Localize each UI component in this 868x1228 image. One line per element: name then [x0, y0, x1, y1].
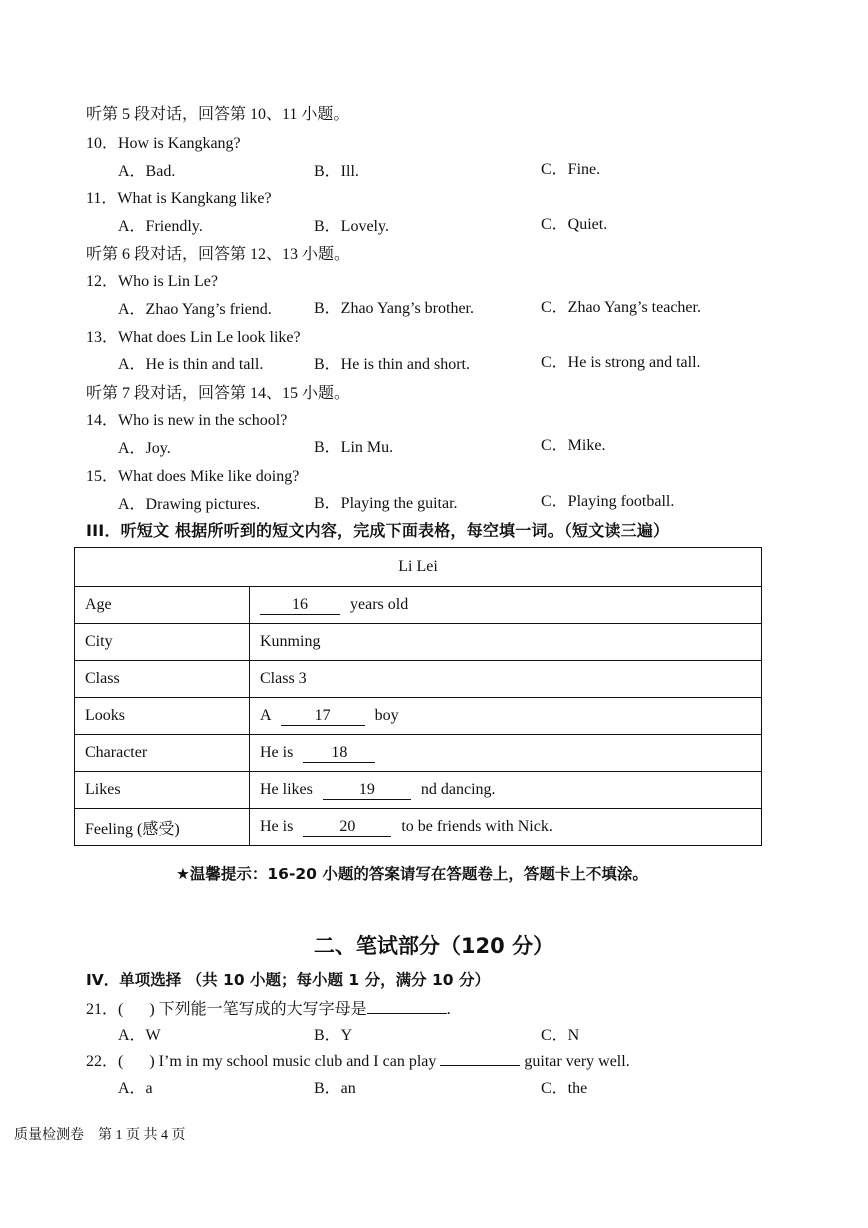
q13-option-a: A．He is thin and tall.: [118, 356, 264, 373]
q15-option-a: A．Drawing pictures.: [118, 496, 261, 513]
row-value-pre: He likes: [260, 780, 313, 798]
row-value: [250, 809, 762, 846]
row-value-pre: He is: [260, 743, 294, 761]
q13-option-b: B．He is thin and short.: [314, 356, 470, 373]
blank-20: 20: [303, 818, 391, 837]
row-value-pre: He is: [260, 817, 294, 835]
info-table: [74, 547, 762, 846]
table-row: [75, 809, 762, 846]
q11-option-b: B．Lovely.: [314, 218, 389, 235]
table-row: [75, 772, 762, 809]
q13-option-c: C．He is strong and tall.: [541, 354, 701, 371]
blank-17: 17: [281, 707, 365, 726]
q21-option-a: A．W: [118, 1027, 161, 1044]
blank-19: 19: [323, 781, 411, 800]
question-14: 14．Who is new in the school?: [86, 412, 288, 429]
row-value: Kunming: [250, 624, 762, 661]
row-value: Class 3: [250, 661, 762, 698]
question-10: 10．How is Kangkang?: [86, 135, 241, 152]
q11-option-c: C．Quiet.: [541, 216, 608, 233]
q22-option-a: A．a: [118, 1080, 153, 1097]
table-row: [75, 698, 762, 735]
row-value-post: to be friends with Nick.: [401, 817, 553, 835]
question-15: 15．What does Mike like doing?: [86, 468, 300, 485]
question-22: [86, 1048, 630, 1071]
q22-option-c: C．the: [541, 1080, 588, 1097]
q10-option-a: A．Bad.: [118, 163, 176, 180]
q14-option-c: C．Mike.: [541, 437, 606, 454]
row-value: [250, 735, 762, 772]
table-row: [75, 735, 762, 772]
q12-option-c: C．Zhao Yang’s teacher.: [541, 299, 701, 316]
blank-18: 18: [303, 744, 375, 763]
row-value: [250, 772, 762, 809]
written-section-title: 二、笔试部分（120 分）: [313, 934, 555, 958]
q22-number: 22．(: [86, 1053, 124, 1070]
row-value-post: nd dancing.: [420, 780, 496, 798]
q21-answer-blank: [367, 1013, 447, 1014]
row-value: [250, 587, 762, 624]
row-key: Age: [75, 587, 250, 624]
q14-option-a: A．Joy.: [118, 440, 171, 457]
q21-option-b: B．Y: [314, 1027, 353, 1044]
q15-option-c: C．Playing football.: [541, 493, 675, 510]
q22-paren-close: ): [149, 1053, 155, 1070]
q12-option-a: A．Zhao Yang’s friend.: [118, 301, 272, 318]
part3-title: III．听短文 根据所听到的短文内容，完成下面表格，每空填一词。（短文读三遍）: [86, 521, 670, 540]
row-value-pre: A: [260, 706, 271, 724]
row-key: Character: [75, 735, 250, 772]
q22-stem: I’m in my school music club and I can play: [158, 1053, 437, 1070]
q10-option-b: B．Ill.: [314, 163, 359, 180]
q21-number: 21．(: [86, 1001, 124, 1018]
q22-answer-blank: [440, 1065, 520, 1066]
row-value: [250, 698, 762, 735]
instruction-group6: 听第 6 段对话，回答第 12、13 小题。: [86, 246, 351, 263]
q11-option-a: A．Friendly.: [118, 218, 203, 235]
row-key: City: [75, 624, 250, 661]
question-12: 12．Who is Lin Le?: [86, 273, 218, 290]
q14-option-b: B．Lin Mu.: [314, 439, 394, 456]
question-21: [86, 996, 451, 1019]
q21-end: .: [446, 1001, 451, 1018]
q21-option-c: C．N: [541, 1027, 580, 1044]
row-key: Feeling (感受): [75, 809, 250, 846]
q22-end: guitar very well.: [524, 1053, 630, 1070]
q21-paren-close: ): [149, 1001, 155, 1018]
q12-option-b: B．Zhao Yang’s brother.: [314, 300, 475, 317]
row-value-post: years old: [350, 595, 409, 613]
q22-option-b: B．an: [314, 1080, 356, 1097]
table-header: Li Lei: [75, 548, 762, 587]
table-row: [75, 587, 762, 624]
instruction-group5: 听第 5 段对话，回答第 10、11 小题。: [86, 106, 350, 123]
q10-option-c: C．Fine.: [541, 161, 601, 178]
question-13: 13．What does Lin Le look like?: [86, 329, 301, 346]
row-key: Looks: [75, 698, 250, 735]
table-row: [75, 624, 762, 661]
part4-title: IV．单项选择 （共 10 小题；每小题 1 分，满分 10 分）: [86, 971, 490, 989]
blank-16: 16: [260, 596, 340, 615]
row-value-post: boy: [374, 706, 399, 724]
q21-stem: 下列能一笔写成的大写字母是: [158, 1001, 367, 1018]
table-header-row: [75, 548, 762, 587]
table-row: [75, 661, 762, 698]
answer-tip: ★温馨提示：16-20 小题的答案请写在答题卷上，答题卡上不填涂。: [176, 865, 648, 883]
row-key: Class: [75, 661, 250, 698]
row-key: Likes: [75, 772, 250, 809]
instruction-group7: 听第 7 段对话，回答第 14、15 小题。: [86, 385, 351, 402]
question-11: 11．What is Kangkang like?: [86, 190, 272, 207]
page-footer: 质量检测卷 第 1 页 共 4 页: [14, 1128, 186, 1143]
q15-option-b: B．Playing the guitar.: [314, 495, 458, 512]
